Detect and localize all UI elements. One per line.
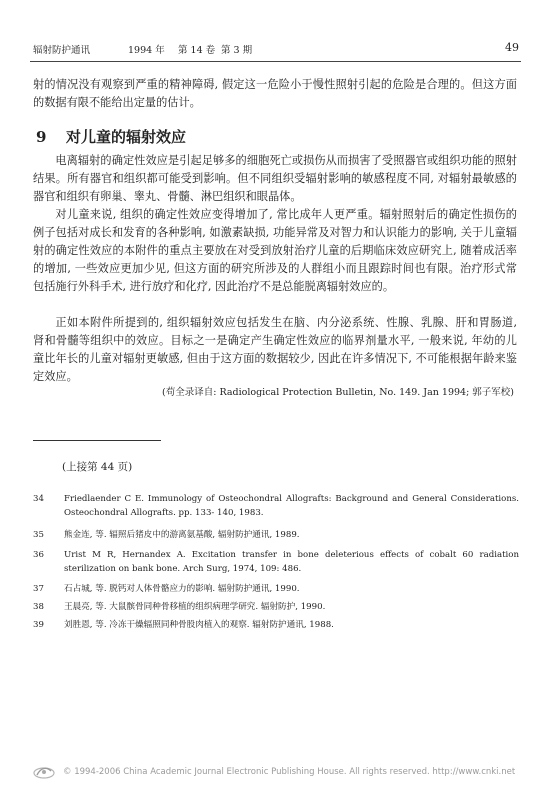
journal-name: 辐射防护通讯 (33, 45, 91, 56)
continued-note: (上接第 44 页) (62, 461, 133, 473)
paragraph-2: 对儿童来说, 组织的确定性效应变得增加了, 常比成年人更严重。辐射照射后的确定性损伤的例子包括对成长和发育的各种影响, 如激素缺损, 功能异常及对智力和认识能力的影响, 关于儿童辐射的确定性效应的本附件的重点主要放在对受到放射治疗儿童的后期临床效应研究上, 随着成活率的增加, 一些效应更加少见, 但这方面的研究所涉及的人群组小而且跟踪时间也有限。治疗形式常包括施行外科手术, 进行放疗和化疗, 因此治疗不是总能脱离辐射效应的。 (33, 208, 517, 293)
intro-paragraph: 射的情况没有观察到严重的精神障碍, 假定这一危险小于慢性照射引起的危险是合理的。但这方面的数据有限不能给出定量的估计。 (33, 78, 517, 109)
reference-item (33, 600, 519, 614)
reference-text: 王晨亮, 等. 大鼠髌骨同种骨移植的组织病理学研究. 辐射防护, 1990. (64, 602, 326, 612)
paragraph-3: 正如本附件所提到的, 组织辐射效应包括发生在脑、内分泌系统、性腺、乳腺、肝和胃肠道, 肾和骨髓等组织中的效应。目标之一是确定产生确定性效应的临界剂量水平, 一般来说, 年幼的儿童比年长的儿童对辐射更敏感, 但由于这方面的数据较少, 因此在许多情况下, 不可能根据年龄来鉴定效应。 (33, 316, 517, 383)
reference-item (33, 528, 519, 542)
reference-item (33, 582, 519, 596)
reference-item (33, 492, 519, 520)
journal-volume: 第 14 卷 (178, 45, 216, 56)
running-header (33, 42, 519, 58)
footer (33, 764, 519, 782)
paragraph-1: 电离辐射的确定性效应是引起足够多的细胞死亡或损伤从而损害了受照器官或组织功能的照射结果。所有器官和组织都可能受到影响。但不同组织受辐射影响的敏感程度不同, 对辐射最敏感的器官和组织有卵巢、睾丸、骨髓、淋巴组织和眼晶体。 (33, 154, 517, 203)
copyright-text: © 1994-2006 China Academic Journal Electronic Publishing House. All rights reserved. http://www.cnki.net (63, 767, 516, 777)
reference-number: 36 (33, 550, 44, 560)
reference-text: 熊金连, 等. 辐照后猪皮中的游离氨基酸, 辐射防护通讯, 1989. (64, 530, 300, 540)
reference-number: 34 (33, 494, 44, 504)
reference-number: 37 (33, 584, 44, 594)
reference-item (33, 618, 519, 632)
header-rule (30, 61, 521, 62)
reference-text: Friedlaender C E. Immunology of Osteochondral Allografts: Background and General Considerations. Osteochondral Allografts. pp. 133- 140, 1983. (64, 494, 519, 518)
journal-issue: 第 3 期 (221, 45, 253, 56)
source-note: (苟全录译自: Radiological Protection Bulletin, No. 149. Jan 1994; 郭子军校) (162, 387, 514, 398)
reference-number: 38 (33, 602, 44, 612)
reference-number: 35 (33, 530, 44, 540)
separator-rule (33, 440, 161, 441)
reference-item (33, 548, 519, 576)
section-title: 对儿童的辐射效应 (66, 128, 187, 146)
reference-number: 39 (33, 620, 44, 630)
section-heading (36, 126, 186, 147)
section-number: 9 (36, 128, 47, 146)
reference-text: 刘胜恩, 等. 冷冻干燥辐照同种骨股肉植入的观察. 辐射防护通讯, 1988. (64, 620, 334, 630)
cnki-logo-icon (33, 764, 55, 780)
page-number: 49 (505, 41, 519, 54)
reference-text: 石占城, 等. 脱钙对人体骨骼应力的影响. 辐射防护通讯, 1990. (64, 584, 300, 594)
journal-year: 1994 年 (128, 45, 165, 56)
reference-text: Urist M R, Hernandex A. Excitation transfer in bone deleterious effects of cobalt 60 radiation sterilization on bank bone. Arch Surg, 1974, 109: 486. (64, 550, 519, 574)
